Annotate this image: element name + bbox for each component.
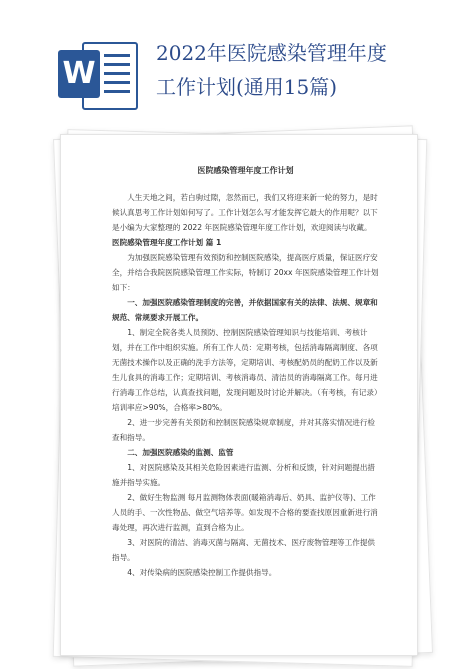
paragraph: 3、对医院的清洁、消毒灭菌与隔离、无菌技术、医疗废物管理等工作提供指导。	[112, 538, 376, 562]
document-title: 医院感染管理年度工作计划	[197, 166, 294, 175]
document-body	[112, 163, 379, 580]
word-letter: W	[58, 50, 100, 98]
paragraph: 4、对传染病的医院感染控制工作提供指导。	[127, 568, 277, 577]
document-paragraphs	[112, 190, 379, 580]
section-heading: 二、加强医院感染的监测、监管	[127, 448, 234, 457]
page-title-line1: 2022年医院感染管理年度	[156, 41, 387, 65]
header	[0, 0, 474, 120]
page-title-line2: 工作计划(通用15篇)	[156, 75, 338, 99]
paragraph: 1、制定全院各类人员预防、控制医院感染管理知识与技能培训、考核计划，并在工作中组织实施。所有工作人员：定期考核，包括消毒隔离制度、各项无菌技术操作以及正确的洗手方法等，定期培训、考核配奶员的配奶工作以及新生儿食具的消毒工作；定期培训、考核消毒员、清洁员的消毒隔离工作。每月进行消毒工作总结，认真查找问题，发现问题及时讨论并解决。（有考核，有记录）培训率应>90%，合格率>80%。	[112, 328, 378, 412]
subsection-title: 医院感染管理年度工作计划 篇 1	[112, 238, 222, 247]
paragraph: 人生天地之间，若白驹过隙，忽然而已，我们又将迎来新一轮的努力，是时候认真思考工作计划如何写了。工作计划怎么写才能发挥它最大的作用呢？以下是小编为大家整理的 2022 年医院感染管理年度工作计划，欢迎阅读与收藏。	[112, 193, 378, 232]
paragraph: 2、进一步完善有关预防和控制医院感染规章制度，并对其落实情况进行检查和指导。	[112, 418, 376, 442]
paragraph: 为加强医院感染管理有效预防和控制医院感染，提高医疗质量，保证医疗安全，并结合我院医院感染管理工作实际，特制订 20xx 年医院感染管理工作计划如下：	[112, 253, 379, 292]
paragraph: 1、对医院感染及其相关危险因素进行监测、分析和反馈，针对问题提出措施并指导实施。	[112, 463, 376, 487]
word-icon	[58, 38, 136, 110]
document-page	[60, 134, 418, 656]
paragraph: 2、做好生物监测 每月监测物体表面(暖箱消毒后、奶具、监护仪等)、工作人员的手、一次性物品、做空气培养等。如发现不合格的要查找原因重新进行消毒处理，再次进行监测，直到合格为止。	[112, 493, 378, 532]
section-heading: 一、加强医院感染管理制度的完善，并依据国家有关的法律、法规、规章和规范、常规要求开展工作。	[112, 298, 378, 322]
